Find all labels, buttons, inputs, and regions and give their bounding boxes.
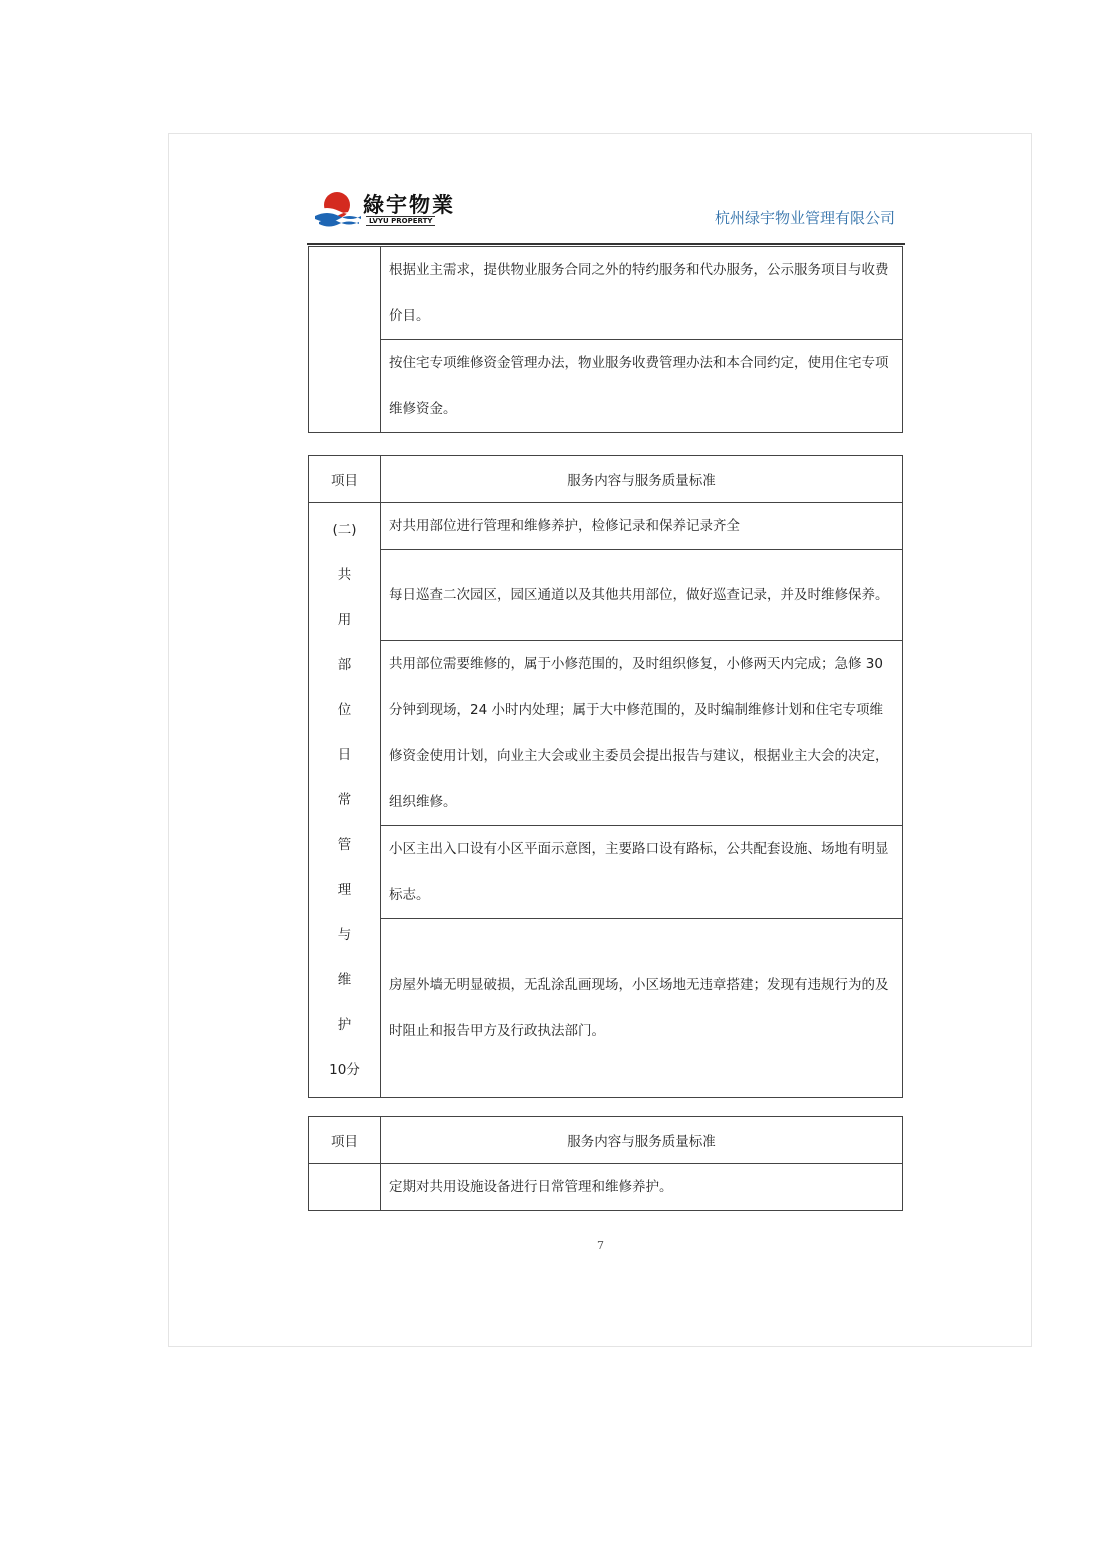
content-cell: 根据业主需求，提供物业服务合同之外的特约服务和代办服务，公示服务项目与收费价目。	[381, 247, 903, 340]
logo-chinese-name: 綠宇物業	[363, 192, 455, 217]
table-row	[309, 826, 903, 919]
table-row	[309, 1164, 903, 1211]
table-header-row	[309, 456, 903, 503]
category-char: 共	[337, 566, 352, 583]
category-char: 与	[337, 926, 352, 943]
table-common-facilities	[308, 1116, 903, 1211]
category-char: 位	[337, 701, 352, 718]
table-row	[309, 919, 903, 1098]
content-cell: 按住宅专项维修资金管理办法，物业服务收费管理办法和本合同约定，使用住宅专项维修资金。	[381, 340, 903, 433]
content-cell: 小区主出入口设有小区平面示意图，主要路口设有路标，公共配套设施、场地有明显标志。	[381, 826, 903, 919]
content-cell: 定期对共用设施设备进行日常管理和维修养护。	[381, 1164, 903, 1211]
company-name: 杭州绿宇物业管理有限公司	[714, 209, 895, 227]
content-cell: 共用部位需要维修的，属于小修范围的，及时组织修复，小修两天内完成；急修 30 分钟到现场，24 小时内处理；属于大中修范围的，及时编制维修计划和住宅专项维修资金使用计划，向业主大会或业主委员会提出报告与建议，根据业主大会的决定，组织维修。	[381, 641, 903, 826]
category-cell	[309, 503, 381, 1098]
table-continued	[308, 246, 903, 433]
table-row	[309, 340, 903, 433]
category-char: 管	[337, 836, 352, 853]
table-row	[309, 247, 903, 340]
column-header-item: 项目	[309, 1117, 381, 1164]
category-char: 用	[337, 611, 352, 628]
column-header-item: 项目	[309, 456, 381, 503]
category-cell-empty	[309, 1164, 381, 1211]
sun-wave-icon	[313, 189, 363, 229]
logo-english-name: LVYU PROPERTY	[366, 216, 435, 226]
category-char: 常	[337, 791, 352, 808]
table-row	[309, 550, 903, 641]
content-cell: 房屋外墙无明显破损，无乱涂乱画现场，小区场地无违章搭建；发现有违规行为的及时阻止和报告甲方及行政执法部门。	[381, 919, 903, 1098]
category-char: 护	[337, 1016, 352, 1033]
content-cell: 对共用部位进行管理和维修养护，检修记录和保养记录齐全	[381, 503, 903, 550]
header-divider	[307, 243, 905, 245]
page-number: 7	[597, 1239, 604, 1252]
category-cell-empty	[309, 247, 381, 433]
category-char: (二)	[332, 521, 357, 538]
category-char: 10分	[329, 1061, 360, 1078]
table-header-row	[309, 1117, 903, 1164]
column-header-standard: 服务内容与服务质量标准	[381, 456, 903, 503]
table-row	[309, 641, 903, 826]
category-char: 维	[337, 971, 352, 988]
column-header-standard: 服务内容与服务质量标准	[381, 1117, 903, 1164]
category-char: 部	[337, 656, 352, 673]
table-common-areas	[308, 455, 903, 1098]
category-char: 日	[337, 746, 352, 763]
table-row	[309, 503, 903, 550]
company-logo	[313, 189, 455, 229]
category-char: 理	[337, 881, 352, 898]
content-cell: 每日巡查二次园区，园区通道以及其他共用部位，做好巡查记录，并及时维修保养。	[381, 550, 903, 641]
